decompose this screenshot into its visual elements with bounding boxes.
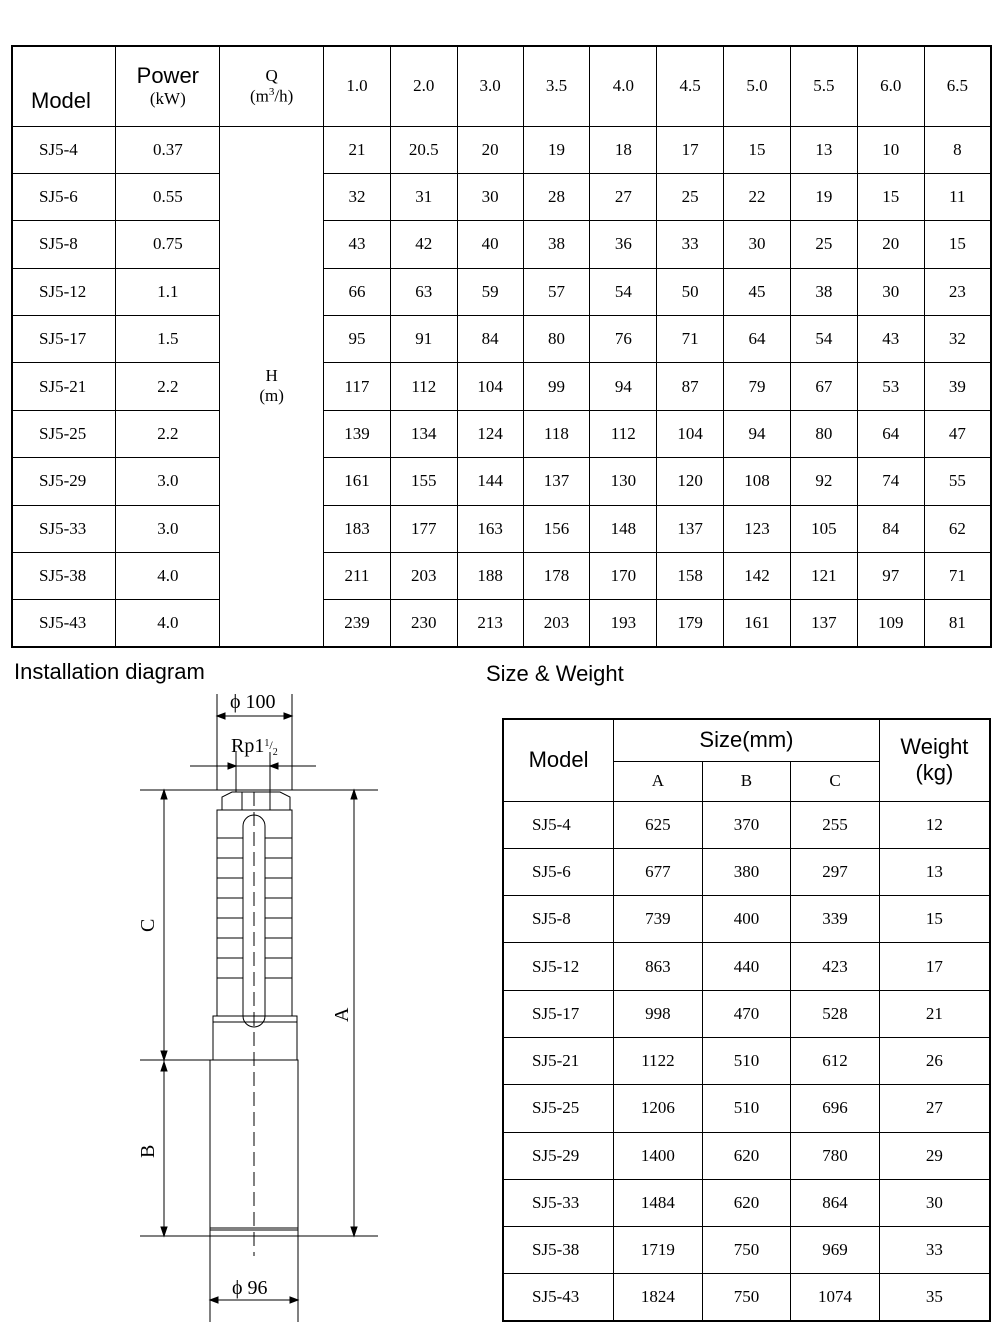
head-value: 22 — [724, 173, 791, 220]
arrow-head — [161, 1051, 167, 1060]
row-model: SJ5-38 — [12, 553, 116, 600]
dimension-b-label: B — [137, 1144, 159, 1158]
row-model: SJ5-43 — [12, 600, 116, 647]
row-model: SJ5-33 — [12, 505, 116, 552]
size-row-c: 528 — [791, 990, 880, 1037]
dimension-a-label: A — [331, 1007, 353, 1022]
head-value: 124 — [457, 410, 523, 457]
head-value: 76 — [590, 316, 657, 363]
installation-diagram-title: Installation diagram — [14, 659, 205, 684]
top-diameter-label: ϕ 100 — [230, 691, 276, 713]
head-label-cell — [220, 126, 324, 647]
header-flow-value: 3.0 — [457, 46, 523, 126]
size-row-weight: 12 — [879, 801, 990, 848]
head-value: 19 — [790, 173, 857, 220]
header-flow-value: 4.5 — [657, 46, 724, 126]
size-row-a: 1824 — [614, 1274, 703, 1321]
header-flow-q — [220, 46, 324, 126]
head-value: 80 — [523, 316, 590, 363]
size-row-a: 998 — [614, 990, 703, 1037]
size-row-b: 620 — [702, 1179, 791, 1226]
head-value: 213 — [457, 600, 523, 647]
head-value: 11 — [924, 173, 991, 220]
size-row — [503, 1037, 990, 1084]
size-row-c: 969 — [791, 1227, 880, 1274]
size-row-weight: 35 — [879, 1274, 990, 1321]
size-row-a: 625 — [614, 801, 703, 848]
size-row-a: 863 — [614, 943, 703, 990]
pump-discharge-head — [222, 792, 290, 810]
size-row-weight: 17 — [879, 943, 990, 990]
size-row-c: 255 — [791, 801, 880, 848]
head-value: 15 — [924, 221, 991, 268]
head-value: 21 — [324, 126, 391, 173]
head-value: 80 — [790, 410, 857, 457]
head-value: 47 — [924, 410, 991, 457]
performance-table — [11, 45, 992, 648]
head-value: 230 — [390, 600, 457, 647]
header-model: Model — [12, 46, 116, 126]
head-value: 71 — [657, 316, 724, 363]
size-row — [503, 1274, 990, 1321]
head-value: 104 — [657, 410, 724, 457]
head-unit: (m) — [259, 386, 284, 406]
head-value: 170 — [590, 553, 657, 600]
head-value: 120 — [657, 458, 724, 505]
row-model: SJ5-29 — [12, 458, 116, 505]
size-header-weight — [879, 719, 990, 801]
head-value: 74 — [857, 458, 924, 505]
row-model: SJ5-12 — [12, 268, 116, 315]
head-value: 108 — [724, 458, 791, 505]
head-label: H — [265, 366, 278, 386]
head-value: 43 — [324, 221, 391, 268]
size-header-row — [503, 719, 990, 761]
size-row-model: SJ5-38 — [503, 1227, 614, 1274]
head-value: 20 — [457, 126, 523, 173]
row-power: 4.0 — [116, 600, 220, 647]
performance-row — [12, 126, 991, 173]
size-row — [503, 896, 990, 943]
arrow-head — [228, 763, 236, 769]
size-row-model: SJ5-29 — [503, 1132, 614, 1179]
header-q-unit: $(m^3/h)$ — [249, 85, 294, 106]
performance-row — [12, 173, 991, 220]
head-value: 32 — [324, 173, 391, 220]
weight-label: Weight — [900, 734, 969, 760]
head-value: 42 — [390, 221, 457, 268]
header-flow-value: 1.0 — [324, 46, 391, 126]
head-value: 130 — [590, 458, 657, 505]
head-value: 23 — [924, 268, 991, 315]
arrow-head — [161, 1227, 167, 1236]
header-flow-value: 5.5 — [790, 46, 857, 126]
head-value: 112 — [590, 410, 657, 457]
row-power: 2.2 — [116, 410, 220, 457]
arrow-head — [270, 763, 278, 769]
size-row-b: 620 — [702, 1132, 791, 1179]
head-value: 38 — [790, 268, 857, 315]
head-value: 134 — [390, 410, 457, 457]
size-row-a: 1484 — [614, 1179, 703, 1226]
head-value: 20 — [857, 221, 924, 268]
size-header-b: B — [702, 761, 791, 801]
size-row-a: 1400 — [614, 1132, 703, 1179]
head-value: 137 — [657, 505, 724, 552]
arrow-head — [161, 1062, 167, 1071]
head-value: 81 — [924, 600, 991, 647]
arrow-head — [351, 1227, 357, 1236]
size-row-a: 1206 — [614, 1085, 703, 1132]
head-value: 64 — [857, 410, 924, 457]
head-value: 99 — [523, 363, 590, 410]
size-row — [503, 801, 990, 848]
arrow-head — [217, 713, 225, 719]
head-value: 158 — [657, 553, 724, 600]
head-value: 104 — [457, 363, 523, 410]
arrow-head — [161, 790, 167, 799]
size-row-model: SJ5-17 — [503, 990, 614, 1037]
size-row-weight: 13 — [879, 848, 990, 895]
row-model: SJ5-8 — [12, 221, 116, 268]
head-value: 66 — [324, 268, 391, 315]
size-row — [503, 1132, 990, 1179]
head-value: 43 — [857, 316, 924, 363]
size-row-b: 440 — [702, 943, 791, 990]
head-value: 178 — [523, 553, 590, 600]
head-value: 161 — [324, 458, 391, 505]
head-value: 84 — [857, 505, 924, 552]
head-value: 27 — [590, 173, 657, 220]
size-row-b: 750 — [702, 1227, 791, 1274]
size-row — [503, 1227, 990, 1274]
performance-row — [12, 600, 991, 647]
size-row-c: 339 — [791, 896, 880, 943]
head-value: 161 — [724, 600, 791, 647]
thread-label: $Rp1^1/_2$ — [231, 735, 278, 758]
row-model: SJ5-6 — [12, 173, 116, 220]
row-model: SJ5-21 — [12, 363, 116, 410]
header-q-label: Q — [265, 65, 278, 85]
size-row-model: SJ5-33 — [503, 1179, 614, 1226]
head-value: 87 — [657, 363, 724, 410]
head-value: 179 — [657, 600, 724, 647]
performance-row — [12, 553, 991, 600]
size-row-b: 510 — [702, 1085, 791, 1132]
head-value: 33 — [657, 221, 724, 268]
head-value: 62 — [924, 505, 991, 552]
head-value: 91 — [390, 316, 457, 363]
head-value: 28 — [523, 173, 590, 220]
row-power: 3.0 — [116, 505, 220, 552]
bottom-diameter-label: ϕ 96 — [232, 1277, 268, 1299]
row-power: 1.5 — [116, 316, 220, 363]
size-row-c: 780 — [791, 1132, 880, 1179]
head-value: 84 — [457, 316, 523, 363]
size-row-b: 470 — [702, 990, 791, 1037]
size-row-b: 750 — [702, 1274, 791, 1321]
head-value: 92 — [790, 458, 857, 505]
size-header-model: Model — [503, 719, 614, 801]
head-value: 30 — [724, 221, 791, 268]
size-weight-table — [502, 718, 991, 1322]
installation-diagram — [120, 688, 390, 1328]
performance-row — [12, 316, 991, 363]
head-value: 193 — [590, 600, 657, 647]
size-row-weight: 26 — [879, 1037, 990, 1084]
head-value: 97 — [857, 553, 924, 600]
head-value: 239 — [324, 600, 391, 647]
head-value: 38 — [523, 221, 590, 268]
size-row-c: 423 — [791, 943, 880, 990]
row-power: 2.2 — [116, 363, 220, 410]
performance-row — [12, 458, 991, 505]
head-value: 59 — [457, 268, 523, 315]
head-value: 31 — [390, 173, 457, 220]
row-model: SJ5-25 — [12, 410, 116, 457]
size-weight-title: Size & Weight — [486, 661, 624, 686]
head-value: 105 — [790, 505, 857, 552]
arrow-head — [210, 1297, 218, 1303]
row-power: 0.37 — [116, 126, 220, 173]
head-value: 10 — [857, 126, 924, 173]
size-row-weight: 15 — [879, 896, 990, 943]
size-row — [503, 990, 990, 1037]
head-value: 94 — [724, 410, 791, 457]
size-row-model: SJ5-12 — [503, 943, 614, 990]
row-power: 1.1 — [116, 268, 220, 315]
size-row-c: 612 — [791, 1037, 880, 1084]
head-value: 95 — [324, 316, 391, 363]
size-row-b: 510 — [702, 1037, 791, 1084]
performance-row — [12, 505, 991, 552]
head-value: 15 — [857, 173, 924, 220]
weight-unit: (kg) — [915, 760, 954, 786]
head-value: 54 — [790, 316, 857, 363]
size-row — [503, 1179, 990, 1226]
size-row-weight: 21 — [879, 990, 990, 1037]
head-value: 183 — [324, 505, 391, 552]
size-row-model: SJ5-4 — [503, 801, 614, 848]
size-row-b: 380 — [702, 848, 791, 895]
head-value: 137 — [523, 458, 590, 505]
header-power-unit: (kW) — [149, 89, 186, 109]
size-row-a: 1122 — [614, 1037, 703, 1084]
size-row-a: 739 — [614, 896, 703, 943]
performance-row — [12, 363, 991, 410]
head-value: 211 — [324, 553, 391, 600]
head-value: 19 — [523, 126, 590, 173]
size-row-c: 696 — [791, 1085, 880, 1132]
size-row — [503, 943, 990, 990]
head-value: 45 — [724, 268, 791, 315]
size-row-model: SJ5-43 — [503, 1274, 614, 1321]
head-value: 67 — [790, 363, 857, 410]
head-value: 117 — [324, 363, 391, 410]
head-value: 8 — [924, 126, 991, 173]
performance-row — [12, 221, 991, 268]
head-value: 39 — [924, 363, 991, 410]
row-power: 0.75 — [116, 221, 220, 268]
head-value: 54 — [590, 268, 657, 315]
head-value: 63 — [390, 268, 457, 315]
performance-row — [12, 410, 991, 457]
size-header-c: C — [791, 761, 880, 801]
size-row-b: 400 — [702, 896, 791, 943]
head-value: 155 — [390, 458, 457, 505]
head-value: 40 — [457, 221, 523, 268]
head-value: 55 — [924, 458, 991, 505]
row-power: 0.55 — [116, 173, 220, 220]
header-flow-value: 6.0 — [857, 46, 924, 126]
arrow-head — [290, 1297, 298, 1303]
head-value: 30 — [857, 268, 924, 315]
size-row-c: 864 — [791, 1179, 880, 1226]
arrow-head — [351, 790, 357, 799]
row-power: 4.0 — [116, 553, 220, 600]
head-value: 50 — [657, 268, 724, 315]
head-value: 123 — [724, 505, 791, 552]
head-value: 142 — [724, 553, 791, 600]
head-value: 36 — [590, 221, 657, 268]
size-row-weight: 33 — [879, 1227, 990, 1274]
head-value: 32 — [924, 316, 991, 363]
head-value: 53 — [857, 363, 924, 410]
size-row-b: 370 — [702, 801, 791, 848]
head-value: 15 — [724, 126, 791, 173]
size-row-c: 1074 — [791, 1274, 880, 1321]
size-row-model: SJ5-25 — [503, 1085, 614, 1132]
head-value: 137 — [790, 600, 857, 647]
head-value: 148 — [590, 505, 657, 552]
head-value: 30 — [457, 173, 523, 220]
performance-header-row — [12, 46, 991, 126]
header-flow-value: 2.0 — [390, 46, 457, 126]
performance-row — [12, 268, 991, 315]
size-row-weight: 29 — [879, 1132, 990, 1179]
head-value: 203 — [390, 553, 457, 600]
header-flow-value: 5.0 — [724, 46, 791, 126]
head-value: 163 — [457, 505, 523, 552]
head-value: 20.5 — [390, 126, 457, 173]
head-value: 203 — [523, 600, 590, 647]
header-power — [116, 46, 220, 126]
head-value: 94 — [590, 363, 657, 410]
row-model: SJ5-17 — [12, 316, 116, 363]
head-value: 109 — [857, 600, 924, 647]
header-flow-value: 4.0 — [590, 46, 657, 126]
size-header-a: A — [614, 761, 703, 801]
head-value: 79 — [724, 363, 791, 410]
head-value: 177 — [390, 505, 457, 552]
head-value: 64 — [724, 316, 791, 363]
head-value: 13 — [790, 126, 857, 173]
size-row — [503, 848, 990, 895]
head-value: 139 — [324, 410, 391, 457]
row-model: SJ5-4 — [12, 126, 116, 173]
size-row-model: SJ5-8 — [503, 896, 614, 943]
size-row-c: 297 — [791, 848, 880, 895]
head-value: 156 — [523, 505, 590, 552]
head-value: 18 — [590, 126, 657, 173]
size-row-weight: 27 — [879, 1085, 990, 1132]
header-flow-value: 3.5 — [523, 46, 590, 126]
size-row-model: SJ5-6 — [503, 848, 614, 895]
size-row-model: SJ5-21 — [503, 1037, 614, 1084]
head-value: 25 — [790, 221, 857, 268]
dimension-c-label: C — [137, 918, 159, 932]
head-value: 112 — [390, 363, 457, 410]
size-row-a: 1719 — [614, 1227, 703, 1274]
head-value: 144 — [457, 458, 523, 505]
head-value: 121 — [790, 553, 857, 600]
size-row — [503, 1085, 990, 1132]
size-header-size: Size(mm) — [614, 719, 880, 761]
head-value: 118 — [523, 410, 590, 457]
head-value: 188 — [457, 553, 523, 600]
row-power: 3.0 — [116, 458, 220, 505]
head-value: 71 — [924, 553, 991, 600]
header-power-label: Power — [136, 63, 199, 89]
size-row-weight: 30 — [879, 1179, 990, 1226]
size-row-a: 677 — [614, 848, 703, 895]
head-value: 57 — [523, 268, 590, 315]
head-value: 25 — [657, 173, 724, 220]
head-value: 17 — [657, 126, 724, 173]
header-flow-value: 6.5 — [924, 46, 991, 126]
arrow-head — [284, 713, 292, 719]
